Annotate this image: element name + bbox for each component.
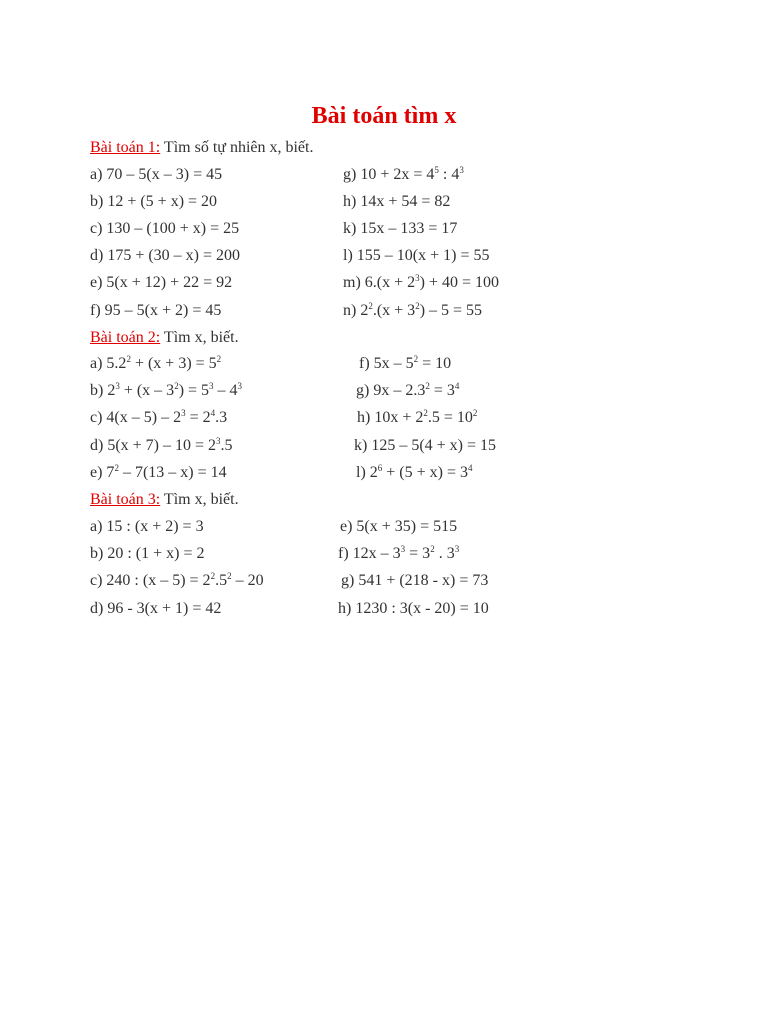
- exercise-left: b) $2^3 + (x - 3^2) = 5^3 - 4^3$: [90, 381, 243, 399]
- exercise-right: h) 1230 : 3(x - 20) = 10: [338, 600, 489, 617]
- exercise-right: f) $12x - 3^3 = 3^2$ . $3^3$: [338, 544, 460, 562]
- exercise-right: m) $6.(x + 2^3) + 40 = 100$: [343, 273, 499, 291]
- exercise-left: c) 130 – (100 + x) = 25: [90, 220, 240, 237]
- exercise-right: k) 15x – 133 = 17: [343, 220, 458, 237]
- exercise-row: [90, 300, 730, 322]
- exercise-right: f) $5x - 5^2 = 10$: [359, 354, 452, 372]
- exercise-row: [90, 191, 730, 213]
- exercise-left: b) 12 + (5 + x) = 20: [90, 193, 218, 210]
- exercise-row: [90, 543, 730, 565]
- exercise-row: [90, 407, 730, 429]
- exercise-left: c) $4(x - 5) - 2^3 = 2^4.3$: [90, 408, 228, 426]
- exercise-row: [90, 272, 730, 294]
- page-title: Bài toán tìm x: [311, 103, 457, 129]
- exercise-row: [90, 380, 730, 402]
- exercise-row: [90, 353, 730, 375]
- problem-2-label: Bài toán 2:: [90, 329, 161, 346]
- exercise-left: a) $5.2^2 + (x + 3) = 5^2$: [90, 354, 222, 372]
- exercise-right: h) $10x + 2^2.5 = 10^2$: [357, 408, 478, 426]
- exercise-left: d) $5(x + 7) - 10 = 2^3.5$: [90, 436, 233, 454]
- exercise-left: a) 70 – 5(x – 3) = 45: [90, 166, 223, 183]
- exercise-row: [90, 462, 730, 484]
- problem-1-instruction: Tìm số tự nhiên x, biết.: [160, 139, 314, 156]
- problem-1-heading: [90, 137, 730, 159]
- exercise-row: [90, 435, 730, 457]
- problem-2-instruction: Tìm x, biết.: [160, 329, 239, 346]
- exercise-right: l) $2^6 + (5 + x) = 3^4$: [356, 463, 473, 481]
- exercise-right: g) $10 + 2x = 4^5$ : $4^3$: [343, 165, 464, 183]
- exercise-right: n) $2^2.(x + 3^2) - 5 = 55$: [343, 301, 483, 319]
- exercise-left: d) 96 - 3(x + 1) = 42: [90, 600, 222, 617]
- problem-2-heading: [90, 327, 730, 349]
- exercise-left: b) 20 : (1 + x) = 2: [90, 545, 205, 562]
- exercise-right: h) 14x + 54 = 82: [343, 193, 451, 210]
- problem-3-instruction: Tìm x, biết.: [160, 491, 239, 508]
- exercise-row: [90, 598, 730, 620]
- exercise-left: a) 15 : (x + 2) = 3: [90, 518, 204, 535]
- exercise-right: k) 125 – 5(4 + x) = 15: [354, 437, 497, 454]
- exercise-row: [90, 218, 730, 240]
- exercise-right: e) 5(x + 35) = 515: [340, 518, 458, 535]
- exercise-row: [90, 516, 730, 538]
- exercise-right: l) 155 – 10(x + 1) = 55: [343, 247, 490, 264]
- problem-3-heading: [90, 489, 730, 511]
- problem-3-label: Bài toán 3:: [90, 491, 161, 508]
- exercise-right: g) $9x - 2.3^2 = 3^4$: [356, 381, 460, 399]
- exercise-row: [90, 164, 730, 186]
- exercise-left: e) $7^2 - 7(13 - x) = 14$: [90, 463, 227, 481]
- exercise-left: c) 240 : $(x - 5) = 2^2.5^2 - 20$: [90, 571, 264, 589]
- exercise-row: [90, 245, 730, 267]
- problem-1-label: Bài toán 1:: [90, 139, 161, 156]
- exercise-left: e) 5(x + 12) + 22 = 92: [90, 274, 233, 291]
- exercise-left: f) 95 – 5(x + 2) = 45: [90, 302, 222, 319]
- exercise-row: [90, 570, 730, 592]
- exercise-right: g) 541 + (218 - x) = 73: [341, 572, 489, 589]
- exercise-left: d) 175 + (30 – x) = 200: [90, 247, 241, 264]
